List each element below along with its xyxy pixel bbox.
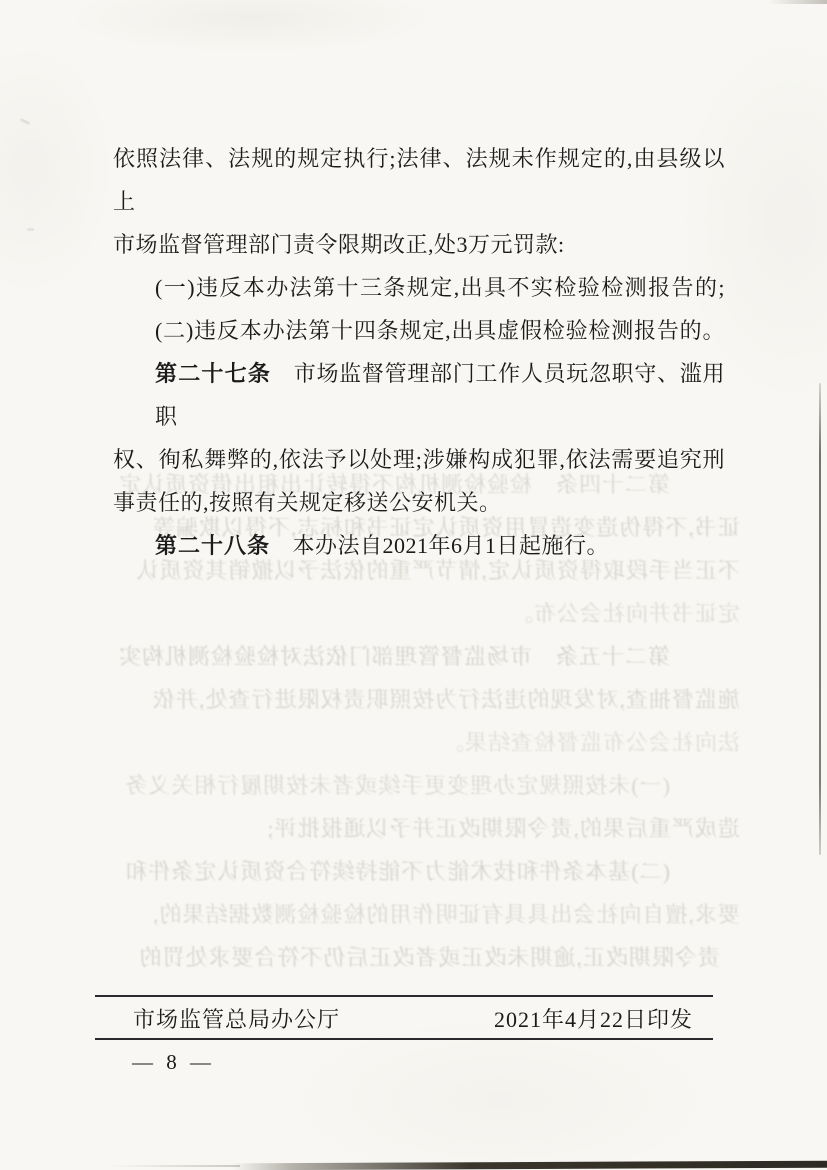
bleedthrough-line: 证书,不得伪造变造冒用资质认定证书和标志,不得以欺骗等 (151, 515, 740, 540)
body-line: 第二十七条 市场监督管理部门工作人员玩忽职守、滥用职 (155, 361, 725, 429)
body-line: (二)违反本办法第十四条规定,出具虚假检验检测报告的。 (155, 318, 725, 343)
body-line: 第二十八条 本办法自2021年6月1日起施行。 (155, 533, 610, 558)
bleedthrough-line: 施监督抽查,对发现的违法行为按照职责权限进行查处,并依 (151, 687, 740, 712)
scan-edge-right (819, 383, 821, 855)
article-number: 第二十八条 (155, 533, 271, 558)
document-body (113, 137, 725, 567)
scan-edge-top-right (768, 0, 827, 4)
page-number: — 8 — (132, 1050, 215, 1074)
bleedthrough-line: 第二十四条 检验检测机构不得转让出租出借资质认定 (117, 472, 670, 497)
bleedthrough-line: (一)未按照规定办理变更手续或者未按期履行相关义务 (124, 773, 670, 798)
bleedthrough-line: 法向社会公布监督检查结果。 (440, 730, 740, 755)
body-line: 权、徇私舞弊的,依法予以处理;涉嫌构成犯罪,依法需要追究刑 (113, 447, 725, 472)
body-line: 市场监督管理部门责令限期改正,处3万元罚款: (113, 232, 565, 257)
bleedthrough-line: 要求,擅自向社会出具具有证明作用的检验检测数据结果的, (151, 902, 740, 927)
bleedthrough-line: 造成严重后果的,责令限期改正并予以通报批评; (266, 816, 740, 841)
bleedthrough-line: 第二十五条 市场监督管理部门依法对检验检测机构实 (117, 644, 670, 669)
footer-issuer: 市场监管总局办公厅 (133, 1006, 341, 1032)
bleedthrough-line: 定证书并向社会公布。 (509, 601, 740, 626)
scan-edge-bottom-faint (110, 1165, 240, 1167)
footer-row (95, 1001, 713, 1035)
scan-speck (27, 228, 34, 231)
footer-top-rule (95, 995, 713, 997)
bleedthrough-line: (二)基本条件和技术能力不能持续符合资质认定条件和 (124, 859, 670, 884)
body-line: 事责任的,按照有关规定移送公安机关。 (113, 490, 502, 515)
footer-print-date: 2021年4月22日印发 (493, 1006, 693, 1032)
bleedthrough-line: 不正当手段取得资质认定,情节严重的依法予以撤销其资质认 (135, 558, 740, 583)
body-line: 依照法律、法规的规定执行;法律、法规未作规定的,由县级以上 (113, 146, 725, 214)
scan-speck (20, 118, 30, 125)
article-number: 第二十七条 (155, 361, 272, 386)
footer-bottom-rule (95, 1038, 713, 1040)
body-line: (一)违反本办法第十三条规定,出具不实检验检测报告的; (155, 275, 725, 300)
bleedthrough-line: 责令限期改正,逾期未改正或者改正后仍不符合要求处罚的 (138, 945, 720, 970)
scan-edge-bottom (232, 1161, 827, 1170)
